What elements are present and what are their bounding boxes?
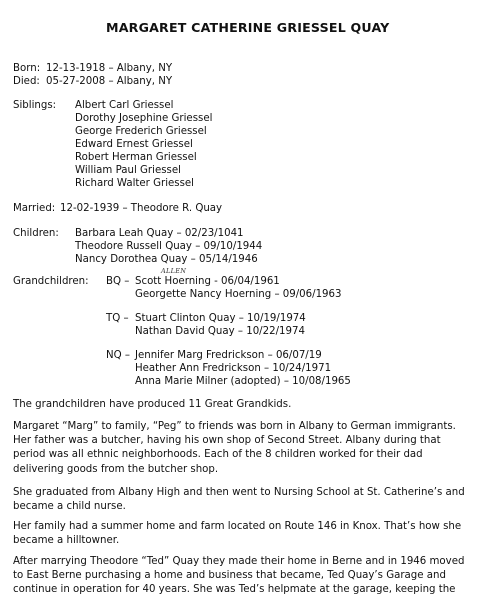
grandchild-item: Jennifer Marg Fredrickson – 06/07/19 bbox=[135, 350, 322, 361]
married-value: 12-02-1939 – Theodore R. Quay bbox=[60, 203, 223, 214]
page-title: MARGARET CATHERINE GRIESSEL QUAY bbox=[106, 20, 390, 35]
grandchild-item: Nathan David Quay – 10/22/1974 bbox=[135, 326, 305, 337]
paragraph: Margaret “Marg” to family, “Peg” to friends was born in Albany to German immigrants. Her father was a butcher, having his own shop of Second Street. Albany during that period was all ethnic neighborhoods. Each of the 8 children worked for their dad delivering goods from the butcher shop. bbox=[13, 421, 456, 475]
sibling-item: Edward Ernest Griessel bbox=[75, 139, 193, 150]
sibling-item: Albert Carl Griessel bbox=[75, 100, 174, 111]
grandchild-item: Anna Marie Milner (adopted) – 10/08/1965 bbox=[135, 376, 351, 387]
handwritten-annotation: ALLEN bbox=[161, 267, 187, 275]
sibling-item: Richard Walter Griessel bbox=[75, 178, 195, 189]
sibling-item: Dorothy Josephine Griessel bbox=[75, 113, 213, 124]
paragraph: After marrying Theodore “Ted” Quay they made their home in Berne and in 1946 moved to East Berne purchasing a home and business that became, Ted Quay’s Garage and continue in operation for 40 years. She was Ted’s helpmate at the garage, keeping the bbox=[13, 556, 465, 596]
children-label: Children: bbox=[13, 228, 59, 239]
grandchild-group-prefix: NQ – bbox=[106, 350, 130, 361]
died-value: 05-27-2008 – Albany, NY bbox=[46, 76, 173, 87]
sibling-item: Robert Herman Griessel bbox=[75, 152, 197, 163]
born-label: Born: bbox=[13, 63, 41, 74]
child-item: Nancy Dorothea Quay – 05/14/1946 bbox=[75, 254, 258, 265]
siblings-label: Siblings: bbox=[13, 100, 57, 111]
sibling-item: William Paul Griessel bbox=[75, 165, 181, 176]
paragraph: She graduated from Albany High and then went to Nursing School at St. Catherine’s and became a child nurse. bbox=[13, 487, 465, 513]
grandchild-item: Heather Ann Fredrickson – 10/24/1971 bbox=[135, 363, 332, 374]
child-item: Theodore Russell Quay – 09/10/1944 bbox=[75, 241, 263, 252]
married-label: Married: bbox=[13, 203, 56, 214]
grandchild-group-prefix: BQ – bbox=[106, 276, 130, 287]
paragraph: Her family had a summer home and farm located on Route 146 in Knox. That’s how she became a hilltowner. bbox=[13, 521, 462, 547]
sibling-item: George Frederich Griessel bbox=[75, 126, 207, 137]
grandchild-item: Stuart Clinton Quay – 10/19/1974 bbox=[135, 313, 306, 324]
child-item: Barbara Leah Quay – 02/23/1041 bbox=[75, 228, 244, 239]
died-label: Died: bbox=[13, 76, 40, 87]
born-value: 12-13-1918 – Albany, NY bbox=[46, 63, 173, 74]
grandchild-group-prefix: TQ – bbox=[106, 313, 129, 324]
grandchildren-label: Grandchildren: bbox=[13, 276, 89, 287]
grandchild-item: Georgette Nancy Hoerning – 09/06/1963 bbox=[135, 289, 342, 300]
paragraph: The grandchildren have produced 11 Great Grandkids. bbox=[13, 399, 292, 410]
grandchild-item: Scott Hoerning - 06/04/1961 bbox=[135, 276, 280, 287]
